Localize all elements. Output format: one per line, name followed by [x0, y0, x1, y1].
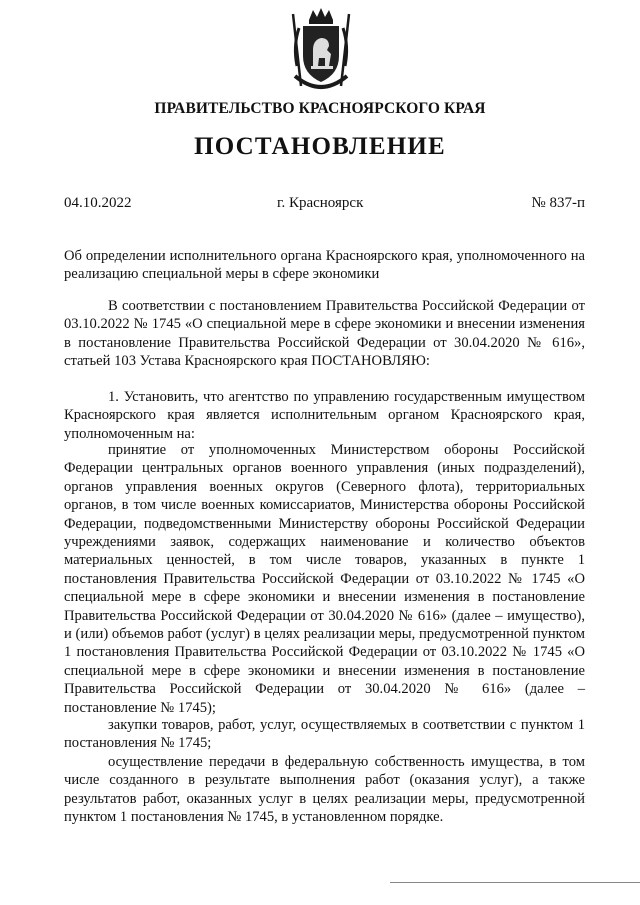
item-1-subpoint-transfer: осуществление передачи в федеральную собственность имущества, в том числе созданного в результате выполнения работ (оказания услуг), а также результатов работ, оказанных услуг в целях реализации меры, предусмотренной пунктом 1 постановления № 1745, в установленном порядке.	[64, 754, 585, 826]
document-number: № 837-п	[531, 195, 585, 211]
government-title: ПРАВИТЕЛЬСТВО КРАСНОЯРСКОГО КРАЯ	[154, 100, 486, 117]
item-1-paragraph: 1. Установить, что агентство по управлению государственным имуществом Красноярского края является исполнительным органом Красноярского края, уполномоченным на:	[64, 389, 585, 442]
document-subject: Об определении исполнительного органа Красноярского края, уполномоченного на реализацию специальной меры в сфере экономики	[64, 248, 585, 283]
krasnoyarsk-coat-of-arms-icon	[287, 6, 355, 92]
document-city: г. Красноярск	[277, 195, 364, 211]
item-1-subpoint-procurement: закупки товаров, работ, услуг, осуществляемых в соответствии с пунктом 1 постановления № 1745;	[64, 717, 585, 752]
footer-divider	[390, 882, 640, 883]
document-date: 04.10.2022	[64, 195, 132, 211]
document-meta-row	[64, 195, 585, 215]
preamble-paragraph: В соответствии с постановлением Правительства Российской Федерации от 03.10.2022 № 1745 «О специальной мере в сфере экономики и внесении изменения в постановление Правительства Российской Федерации от 30.04.2020 № 616», статьей 103 Устава Красноярского края ПОСТАНОВЛЯЮ:	[64, 298, 585, 370]
item-1-subpoint-acceptance: принятие от уполномоченных Министерством обороны Российской Федерации центральных органов военного управления (иных подразделений), органов управления военных округов (Северного флота), территориальных органов, в том числе военных комиссариатов, Министерства обороны Российской Федерации, подведомственными Министерству обороны Российской Федерации учреждениями заявок, содержащих наименование и количество объектов материальных ценностей, в том числе товаров, указанных в пункте 1 постановления Правительства Российской Федерации от 03.10.2022 № 1745 «О специальной мере в сфере экономики и внесении изменения в постановление Правительства Российской Федерации от 30.04.2020 № 616» (далее – имущество), и (или) объемов работ (услуг) в целях реализации меры, предусмотренной пунктом 1 постановления Правительства Российской Федерации от 03.10.2022 № 1745 «О специальной мере в сфере экономики и внесении изменения в постановление Правительства Российской Федерации от 30.04.2020 № 616» (далее – постановление № 1745);	[64, 442, 585, 716]
document-type-title: ПОСТАНОВЛЕНИЕ	[194, 133, 446, 160]
